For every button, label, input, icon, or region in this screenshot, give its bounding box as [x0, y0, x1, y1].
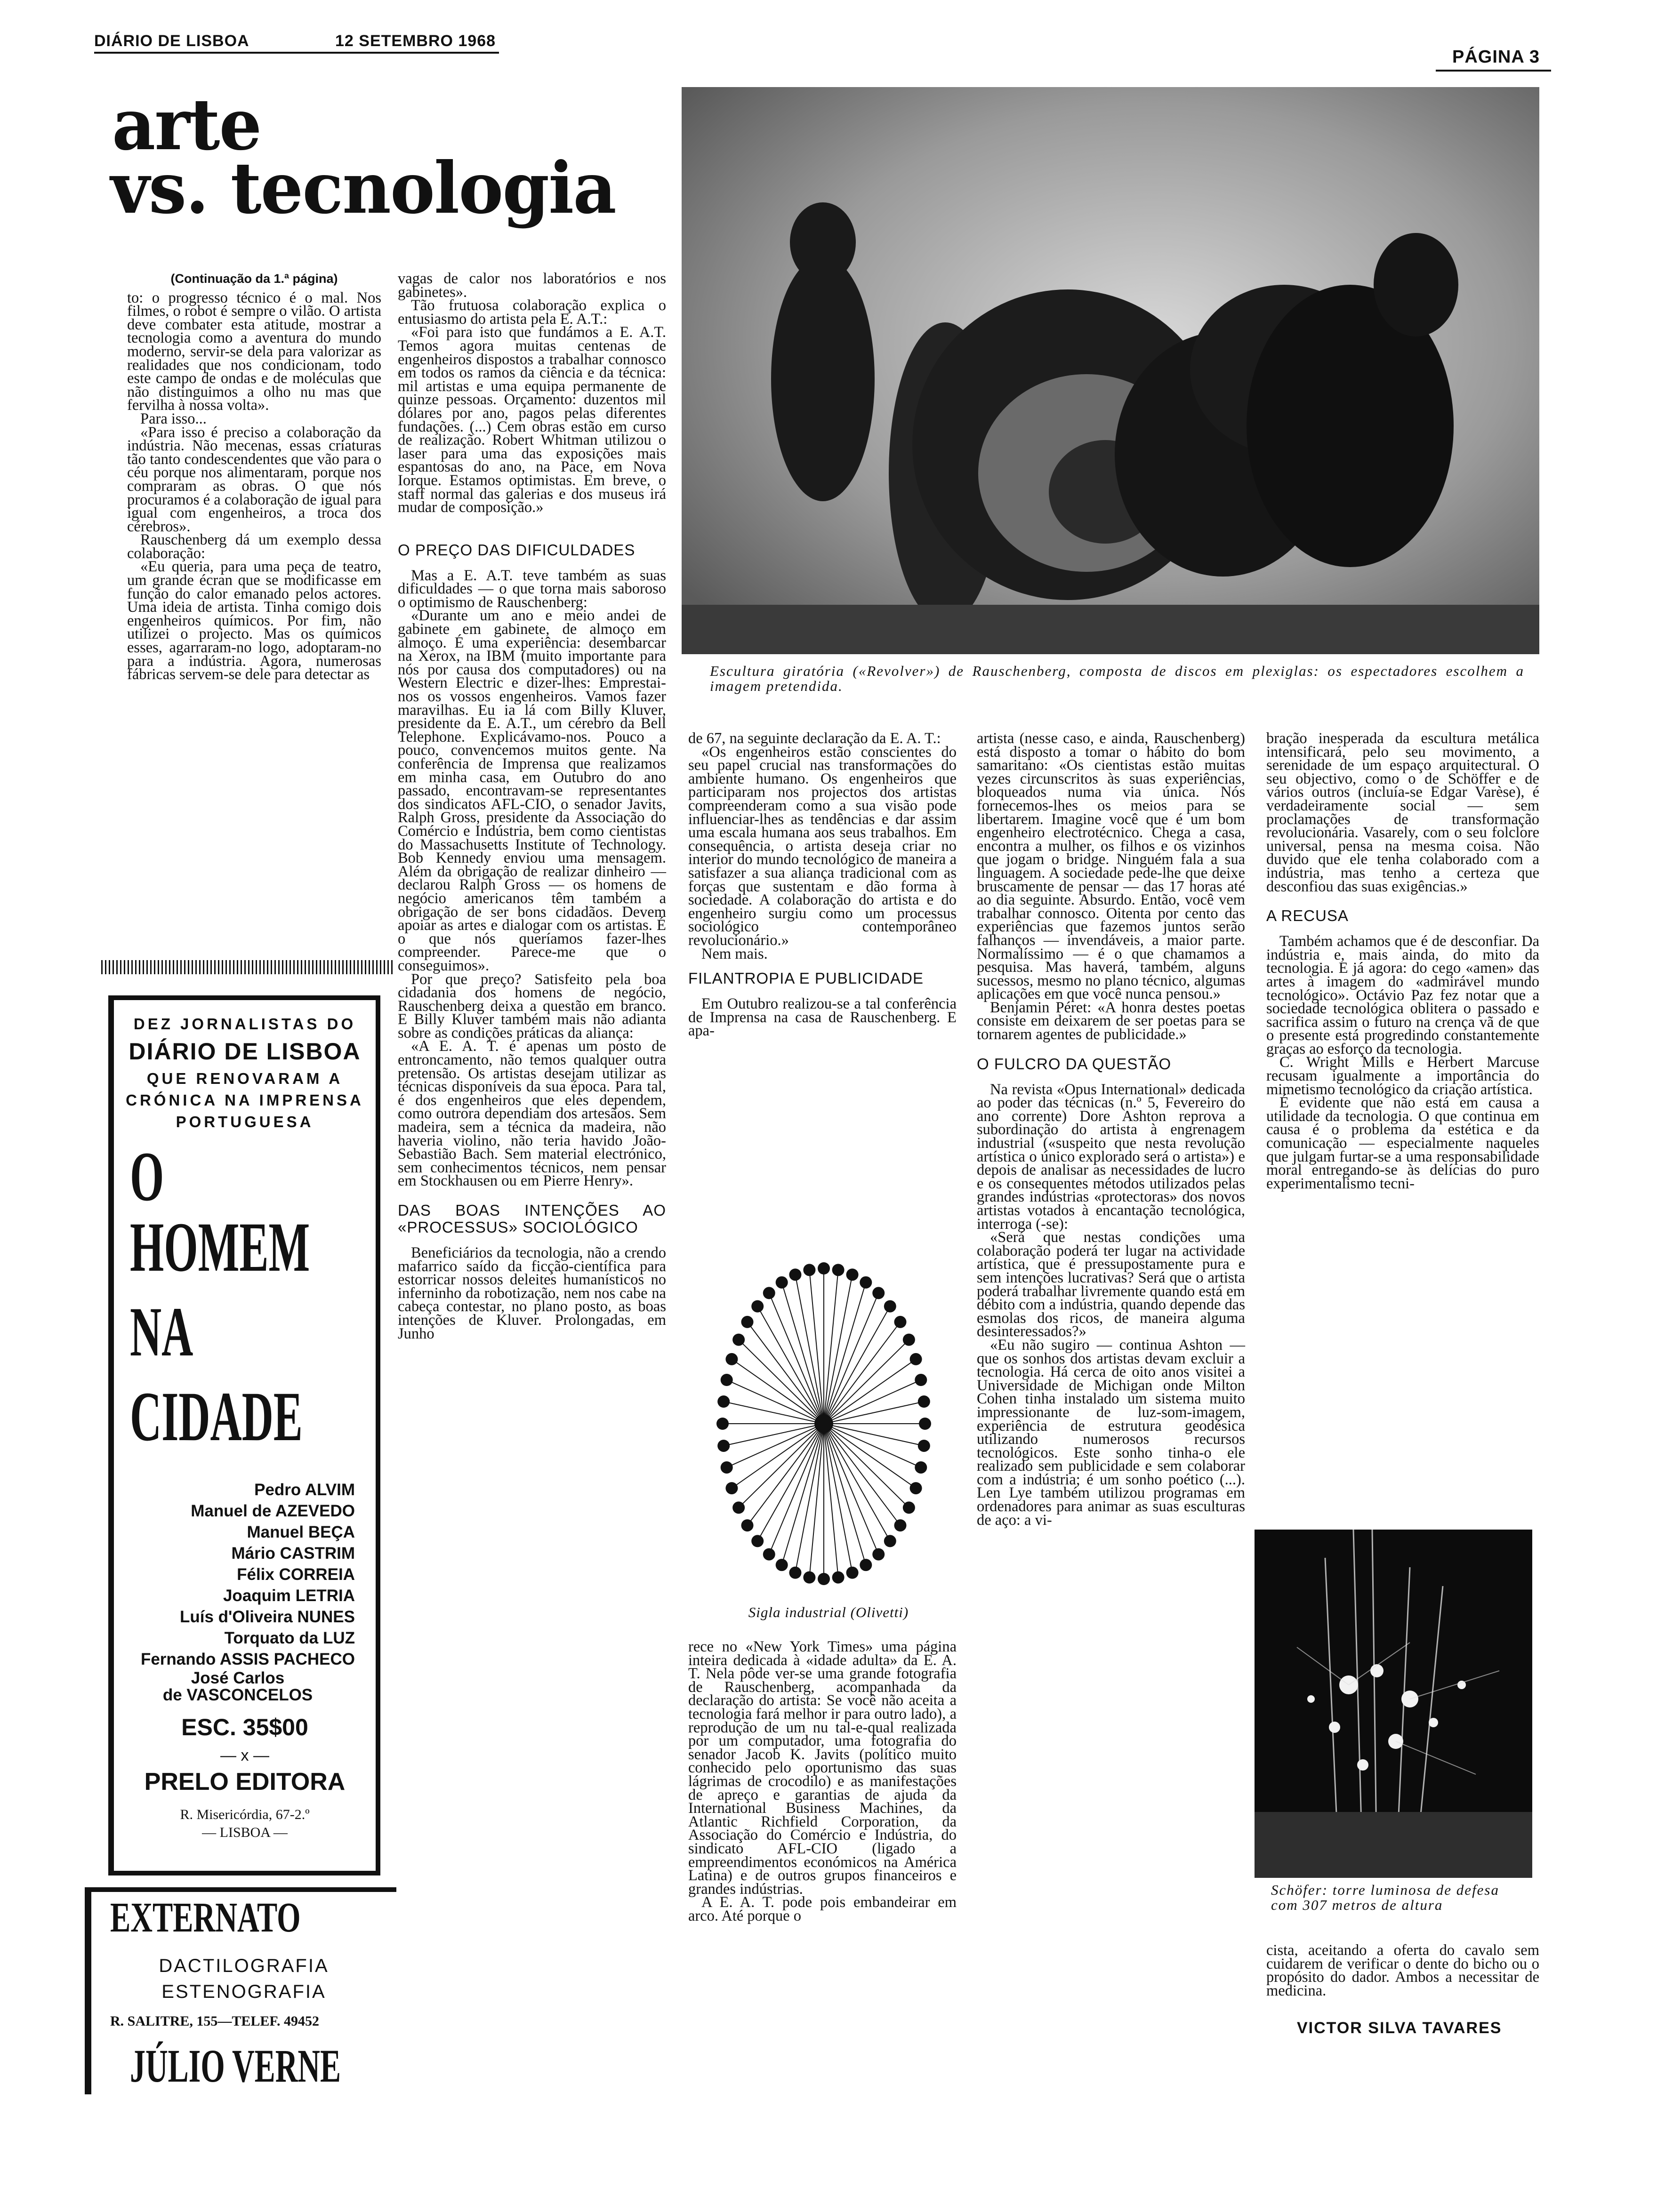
- sunburst-dot: [725, 1353, 738, 1365]
- paragraph: É evidente que não está em causa a utilidade da tecnologia. O que continua em causa é o problema da estética e da comunicação — especialmente naqueles que julgam furtar-se a uma responsabilidade moral entregando-se às delícias do puro experimentalismo tecni-: [1266, 1094, 1539, 1192]
- ad-city: — LISBOA —: [202, 1825, 288, 1840]
- author-name: Manuel BEÇA: [247, 1523, 355, 1541]
- ad-line: DEZ JORNALISTAS DO: [133, 1015, 356, 1033]
- article-column-2: [398, 272, 666, 1340]
- sunburst-dot: [919, 1418, 931, 1430]
- paragraph: Na revista «Opus International» dedicada ao poder das técnicas (n.º 5, Fevereiro do ano corrente) Dore Ashton reprova a subordinação do artista à engrenagem industrial («suspeito que nesta revolução artística o único explorado será o artista») e depois de analisar as necessidades de lucro e os consequentes métodos utilizados pelas grandes indústrias «protectoras» dos novos artistas votados à encantação tecnológica, interroga (-se):: [977, 1081, 1245, 1233]
- sunburst-dot: [789, 1268, 801, 1281]
- tower-photo-caption: Schöfer: torre luminosa de defesa com 307 metros de altura: [1271, 1882, 1499, 1913]
- sunburst-dot: [776, 1559, 788, 1571]
- sunburst-spoke: [824, 1424, 900, 1525]
- sunburst-spoke: [824, 1306, 890, 1424]
- sunburst-dot: [803, 1571, 815, 1584]
- paragraph: rece no «New York Times» uma página inteira dedicada à «idade adulta» da E. A. T. Nela pôde ver-se uma grande fotografia de Rauschenberg, acompanhada da declaração do artista: Se você não aceita a tecnologia fará melhor ir para outro lado), a reprodução de um nu tal-e-qual realizada por um computador, uma fotografia do senador Jacob K. Javits (político muito conhecido pelo oportunismo das suas lágrimas de crocodilo) e as manifestações de apreço e garantias de ajuda da International Business Machines, da Atlantic Richfield Corporation, da Associação do Comércio e Indústria, do sindicato AFL-CIO (ligado a empreendimentos económicos na América Latina) e de outros grupos financeiros e grandes indústrias.: [688, 1638, 957, 1898]
- sunburst-spoke: [824, 1424, 921, 1467]
- tower-photo: [1255, 1530, 1532, 1878]
- sunburst-dot: [717, 1440, 730, 1452]
- sunburst-logo-image: [706, 1254, 941, 1593]
- ad-line: CRÓNICA NA IMPRENSA: [126, 1091, 364, 1109]
- school-title: EXTERNATO: [110, 1894, 301, 1941]
- sunburst-dot: [915, 1461, 927, 1474]
- paragraph: Para isso...: [140, 410, 207, 427]
- paragraph: bração inesperada da escultura metálica intensificará, pelo seu movimento, a serenidade de um espaço arquitectural. O seu objectivo, como o de Schöffer e de vários outros (incluía-se Edgar Varèse), é verdadeiramente social — sem proclamações de transformação revolucionária. Vasarely, com o seu folclore universal, pensa na mesma coisa. Não duvido que ele tenha colaborado com a indústria, mas tenho a certeza que desconfiou das suas exigências.»: [1266, 730, 1539, 895]
- ad-separator: — x —: [220, 1747, 269, 1764]
- sunburst-dot: [872, 1548, 885, 1561]
- sunburst-dot: [818, 1573, 830, 1585]
- paragraph: Tão frutuosa colaboração explica o entusiasmo do artista pela E. A.T.:: [398, 297, 666, 328]
- book-title-line-2: NA: [130, 1293, 193, 1371]
- sunburst-dot: [918, 1395, 930, 1408]
- sunburst-dot: [884, 1300, 896, 1313]
- sunburst-dot: [716, 1418, 729, 1430]
- section-heading: A RECUSA: [1266, 907, 1349, 925]
- sunburst-dot: [751, 1300, 764, 1313]
- sunburst-spoke: [757, 1424, 824, 1541]
- ad-publisher: PRELO EDITORA: [144, 1768, 346, 1795]
- paragraph: Beneficiários da tecnologia, não a crendo mafarrico saído da ficção-científica para estorricar nossos deleites humanísticos no inferninho da robotização, nem nos cabe na cabeça contestar, no plano posto, as boas intenções de Kluver. Prolongadas, em Junho: [398, 1244, 666, 1342]
- sunburst-dot: [872, 1287, 885, 1299]
- olivetti-logo: [706, 1254, 941, 1593]
- sunburst-dot: [803, 1264, 815, 1276]
- sunburst-dot: [884, 1535, 896, 1547]
- ad-line: PORTUGUESA: [176, 1113, 314, 1130]
- sunburst-spoke: [824, 1424, 890, 1541]
- sunburst-dot: [915, 1374, 927, 1386]
- sunburst-dot: [789, 1567, 801, 1579]
- author-name: de VASCONCELOS: [162, 1686, 313, 1704]
- paragraph: «Será que nestas condições uma colaboração poderá ter lugar na actividade artística, que é pressupostamente pura e sem intenções lucrativas? Será que o artista poderá trabalhar livremente quando está em débito com a indústria, quando depende das esmolas dos ricos, de maneira alguma desinteressados?»: [977, 1229, 1245, 1340]
- sunburst-dot: [860, 1276, 872, 1289]
- article-column-1: [127, 272, 381, 681]
- paragraph: C. Wright Mills e Herbert Marcuse recusam igualmente a importância do mimetismo tecnológico da criação artística.: [1266, 1054, 1539, 1098]
- ad-price: ESC. 35$00: [181, 1714, 308, 1740]
- sculpture-photo-caption: Escultura giratória («Revolver») de Rauschenberg, composta de discos em plexiglas: os espectadores escolhem a imagem pretendida.: [710, 663, 1524, 694]
- sunburst-dot: [763, 1548, 775, 1561]
- paragraph: Por que preço? Satisfeito pela boa cidadania dos homens de negócio, Rauschenberg deixa a questão em branco. E Billy Kluver também mais não adianta sobre as condições práticas da aliança:: [398, 970, 666, 1042]
- paragraph: «Eu queria, para uma peça de teatro, um grande écran que se modificasse em função do calor emanado pelos actores. Uma ideia de artista. Tinha comigo dois engenheiros químicos. Por fim, não utilizei o projecto. Mas os químicos esses, agarraram-no logo, adoptaram-no para a indústria. Agora, numerosas fábricas servem-se dele para detectar as: [127, 558, 381, 683]
- article-column-5-bottom: [1266, 1944, 1539, 1997]
- sunburst-spoke: [795, 1274, 824, 1424]
- author-name: Joaquim LETRIA: [223, 1587, 355, 1605]
- author-name: Félix CORREIA: [237, 1565, 355, 1584]
- school-course: ESTENOGRAFIA: [161, 1981, 326, 2002]
- sunburst-spoke: [824, 1380, 921, 1424]
- paragraph: to: o progresso técnico é o mal. Nos filmes, o robot é sempre o vilão. O artista deve combater esta atitude, mostrar a tecnologia como a aventura do mundo moderno, servir-se dela para valorizar as realidades que nos condicionam, todo este campo de ondas e de moléculas que não distinguimos a olho nu mas que fervilha à nossa volta».: [127, 289, 381, 414]
- author-name: Mário CASTRIM: [231, 1544, 355, 1563]
- school-address: R. SALITRE, 155—TELEF. 49452: [110, 2013, 319, 2029]
- article-column-4: [977, 732, 1245, 1527]
- sunburst-spoke: [824, 1322, 900, 1424]
- article-column-3: [688, 732, 957, 1038]
- author-list: [121, 1479, 369, 1704]
- sunburst-dot: [894, 1316, 906, 1328]
- paragraph: artista (nesse caso, e ainda, Rauschenberg) está disposto a tomar o hábito do bom samaritano: «Os cientistas estão muitas vezes circunscritos às suas experiências, bloqueados numa via única. Nós fornecemos-lhes os meios para se libertarem. Imagine você que é um bom engenheiro electrotécnico. Chega a casa, encontra a mulher, os filhos e os vizinhos que jogam o bridge. Ninguém fala a sua linguagem. A sociedade pede-lhe que deixe bruscamente de pensar — das 17 horas até ao dia seguinte. Absurdo. Então, você vem trabalhar connosco. Oitenta por cento das experiências que fazemos juntos serão falhanços — invendáveis, a maior parte. Normalíssimo — é o que chamamos a pesquisa. Mas haverá, também, alguns sucessos, mesmo no plano técnico, algumas aplicações em que você nunca pensou.»: [977, 730, 1245, 1003]
- paragraph: Também achamos que é de desconfiar. Da indústria e, mais ainda, do mito da tecnologia. E já agora: do cego «amen» das artes à imagem do «admirável mundo tecnológico». Octávio Paz fez notar que a sociedade tecnológica oblitera o passado e sacrifica assim o futuro na crença vã de que o presente está progredindo constantemente graças ao esforço da tecnologia.: [1266, 933, 1539, 1058]
- sunburst-spoke: [748, 1424, 824, 1525]
- page-number: PÁGINA 3: [1452, 47, 1540, 67]
- ad-line: QUE RENOVARAM A: [146, 1070, 343, 1087]
- author-signature: VICTOR SILVA TAVARES: [1297, 2019, 1502, 2037]
- sunburst-dot: [721, 1461, 733, 1474]
- article-column-5: [1266, 732, 1539, 1190]
- author-name: Luís d'Oliveira NUNES: [179, 1608, 355, 1626]
- paragraph: «Foi para isto que fundámos a E. A.T. Temos agora muitas centenas de engenheiros dispostos a trabalhar connosco em todos os ramos da ciência e da técnica: mil artistas e uma equipa permanente de quinze pessoas. Orçamento: duzentos mil dólares por ano, pagos pelas diferentes fundações. (...) Cem obras estão em curso de realização. Robert Whitman utilizou o laser para uma das exposições mais espantosas do ano, na Pace, em Nova Iorque. Estamos optimistas. Em breve, o staff normal das galerias e dos museus irá mudar de composição.»: [398, 324, 666, 516]
- book-title-line-1: O HOMEM: [130, 1138, 310, 1286]
- sunburst-dot: [903, 1501, 915, 1514]
- sunburst-dot: [725, 1482, 738, 1494]
- sunburst-dot: [846, 1268, 859, 1281]
- sunburst-dot: [741, 1519, 754, 1531]
- article-column-3-bottom: [688, 1640, 957, 1923]
- sunburst-dot: [860, 1559, 872, 1571]
- section-heading: O FULCRO DA QUESTÃO: [977, 1055, 1172, 1073]
- sunburst-spoke: [757, 1306, 824, 1424]
- paragraph: Benjamin Péret: «A honra destes poetas consiste em deixarem de ser poetas para se tornarem agentes de publicidade.»: [977, 999, 1245, 1043]
- sunburst-dot: [732, 1501, 745, 1514]
- paragraph: «A E. A. T. é apenas um posto de entroncamento, não temos qualquer outra pretensão. Os artistas desejam utilizar as técnicas disponíveis da sua época. Para tal, é dos engenheiros que eles dependem, como outrora dependiam dos artesãos. Sem madeira, sem a técnica da madeira, não haveria violino, não teria havido João-Sebastião Bach. Sem material electrónico, sem conhecimentos técnicos, nem pensar em Stockhausen ou em Pierre Henry».: [398, 1038, 666, 1190]
- sunburst-dot: [732, 1334, 745, 1346]
- paragraph: «Para isso é preciso a colaboração da indústria. Não mecenas, essas criaturas tão tanto condescendentes que vão para o céu porque nos alimentaram, porque nos compraram as obras. O que nós procuramos é a colaboração de igual para igual com engenheiros, a troca dos cérebros».: [127, 424, 381, 535]
- sunburst-dot: [910, 1353, 922, 1365]
- author-name: Fernando ASSIS PACHECO: [140, 1650, 355, 1668]
- sunburst-dot: [832, 1571, 845, 1584]
- sunburst-spoke: [824, 1424, 853, 1573]
- continuation-note: (Continuação da 1.ª página): [170, 272, 338, 286]
- headline-line-2: vs. tecnologia: [111, 147, 616, 230]
- sunburst-spoke: [795, 1424, 824, 1573]
- header-rule-right: [1436, 70, 1551, 72]
- logo-caption: Sigla industrial (Olivetti): [748, 1604, 909, 1620]
- tower-photo-image: [1255, 1530, 1532, 1878]
- sunburst-dot: [717, 1395, 730, 1408]
- ad-newspaper-name: DIÁRIO DE LISBOA: [129, 1038, 361, 1065]
- sunburst-dot: [910, 1482, 922, 1494]
- book-title-line-3: CIDADE: [130, 1378, 303, 1456]
- school-advertisement: [85, 1887, 396, 2094]
- sunburst-core: [814, 1414, 833, 1433]
- paragraph: «Eu não sugiro — continua Ashton — que os sonhos dos artistas devam excluir a tecnologia. Há cerca de oito anos visitei a Universidade de Michigan onde Milton Cohen tinha instalado um sistema muito impressionante de luz-som-imagem, experiência de estrutura geodésica utilizando numerosos recursos tecnológicos. Este sonho tinha-o ele realizado sem publicidade e sem colaborar com a indústria; é um sonho poético (...). Len Lye também utilizou programas em ordenadores para animar as suas esculturas de aço: a vi-: [977, 1336, 1245, 1529]
- column-divider: [101, 960, 393, 974]
- school-name: JÚLIO VERNE: [130, 2040, 341, 2092]
- sunburst-dot: [818, 1262, 830, 1274]
- newspaper-name: DIÁRIO DE LISBOA: [94, 32, 249, 50]
- sunburst-dot: [903, 1334, 915, 1346]
- paragraph: Em Outubro realizou-se a tal conferência de Imprensa na casa de Rauschenberg. E apa-: [688, 995, 957, 1040]
- author-name: Pedro ALVIM: [254, 1481, 355, 1499]
- paragraph: A E. A. T. pode pois embandeirar em arco. Até porque o: [688, 1894, 957, 1924]
- sunburst-dot: [721, 1374, 733, 1386]
- sunburst-dot: [741, 1316, 754, 1328]
- paragraph: «Os engenheiros estão conscientes do seu papel crucial nas transformações do ambiente humano. Os engenheiros que participaram nos projectos dos artistas compreenderam como a sua visão pode influenciar-lhes as tendências e dar assim uma escala humana aos seus trabalhos. Em consequência, o artista deseja criar no interior do mundo tecnológico de maneira a satisfazer a sua aliança tradicional com as forças que sustentam e dão forma à sociedade. A colaboração do artista e do engenheiro surgiu como um processus sociológico contemporâneo revolucionário.»: [688, 743, 957, 949]
- issue-date: 12 SETEMBRO 1968: [335, 32, 496, 50]
- paragraph: de 67, na seguinte declaração da E. A. T.:: [688, 730, 941, 747]
- sunburst-spoke: [727, 1424, 824, 1467]
- author-name: José Carlos: [191, 1669, 285, 1687]
- sunburst-dot: [751, 1535, 764, 1547]
- sunburst-dot: [776, 1276, 788, 1289]
- author-name: Manuel de AZEVEDO: [191, 1502, 355, 1520]
- school-course: DACTILOGRAFIA: [159, 1956, 329, 1976]
- sunburst-dot: [832, 1264, 845, 1276]
- sculpture-photo: [682, 87, 1539, 654]
- paragraph: vagas de calor nos laboratórios e nos gabinetes».: [398, 270, 666, 301]
- sculpture-photo-image: [682, 87, 1539, 654]
- sunburst-dot: [894, 1519, 906, 1531]
- paragraph: «Durante um ano e meio andei de gabinete em gabinete, de almoço em almoço. É uma experiência: desembarcar na Xerox, na IBM (muito importante para nós por causa dos computadores) ou na Western Electric e dizer-lhes: Emprestai-nos os vossos engenheiros. Vamos fazer maravilhas. Eu ia lá com Billy Kluver, presidente da E. A.T., um cérebro da Bell Telephone. Explicávamo-nos. Pouco a pouco, convencemos muitos gente. Na conferência de Imprensa que realizamos em minha casa, em Outubro do ano passado, encontravam-se representantes dos sindicatos AFL-CIO, o senador Javits, Ralph Gross, presidente da Associação do Comércio e Indústria, bem como cientistas do Massachusetts Institute of Technology. Bob Kennedy enviou uma mensagem. Além da obrigação de realizar dinheiro — declarou Ralph Gross — os homens de negócio americanos têm também a obrigação de ser bons cidadãos. Devem apoiar as artes e dialogar com os artistas. É o que nós queríamos fazer-lhes compreender. Parece-me que o conseguimos».: [398, 607, 666, 974]
- sunburst-dot: [846, 1567, 859, 1579]
- ad-address: R. Misericórdia, 67-2.º: [180, 1807, 310, 1822]
- sunburst-dot: [918, 1440, 930, 1452]
- paragraph: Mas a E. A.T. teve também as suas dificuldades — o que torna mais saboroso o optimismo de Rauschenberg:: [398, 567, 666, 611]
- author-name: Torquato da LUZ: [224, 1629, 355, 1647]
- sunburst-spoke: [748, 1322, 824, 1424]
- paragraph: Rauschenberg dá um exemplo dessa colaboração:: [127, 531, 381, 562]
- book-advertisement: [108, 995, 380, 1875]
- paragraph: cista, aceitando a oferta do cavalo sem cuidarem de verificar o dente do bicho ou o propósito do dador. Ambos a necessitar de medicina.: [1266, 1942, 1539, 1999]
- section-heading: DAS BOAS INTENÇÕES AO «PROCESSUS» SOCIOLÓGICO: [398, 1202, 666, 1236]
- sunburst-spoke: [824, 1274, 853, 1424]
- section-heading: O PREÇO DAS DIFICULDADES: [398, 541, 635, 559]
- paragraph: Nem mais.: [701, 945, 768, 962]
- sunburst-spoke: [727, 1380, 824, 1424]
- sunburst-dot: [763, 1287, 775, 1299]
- header-rule: [94, 52, 499, 54]
- section-heading: FILANTROPIA E PUBLICIDADE: [688, 970, 924, 987]
- headline-line-1: arte: [112, 83, 261, 166]
